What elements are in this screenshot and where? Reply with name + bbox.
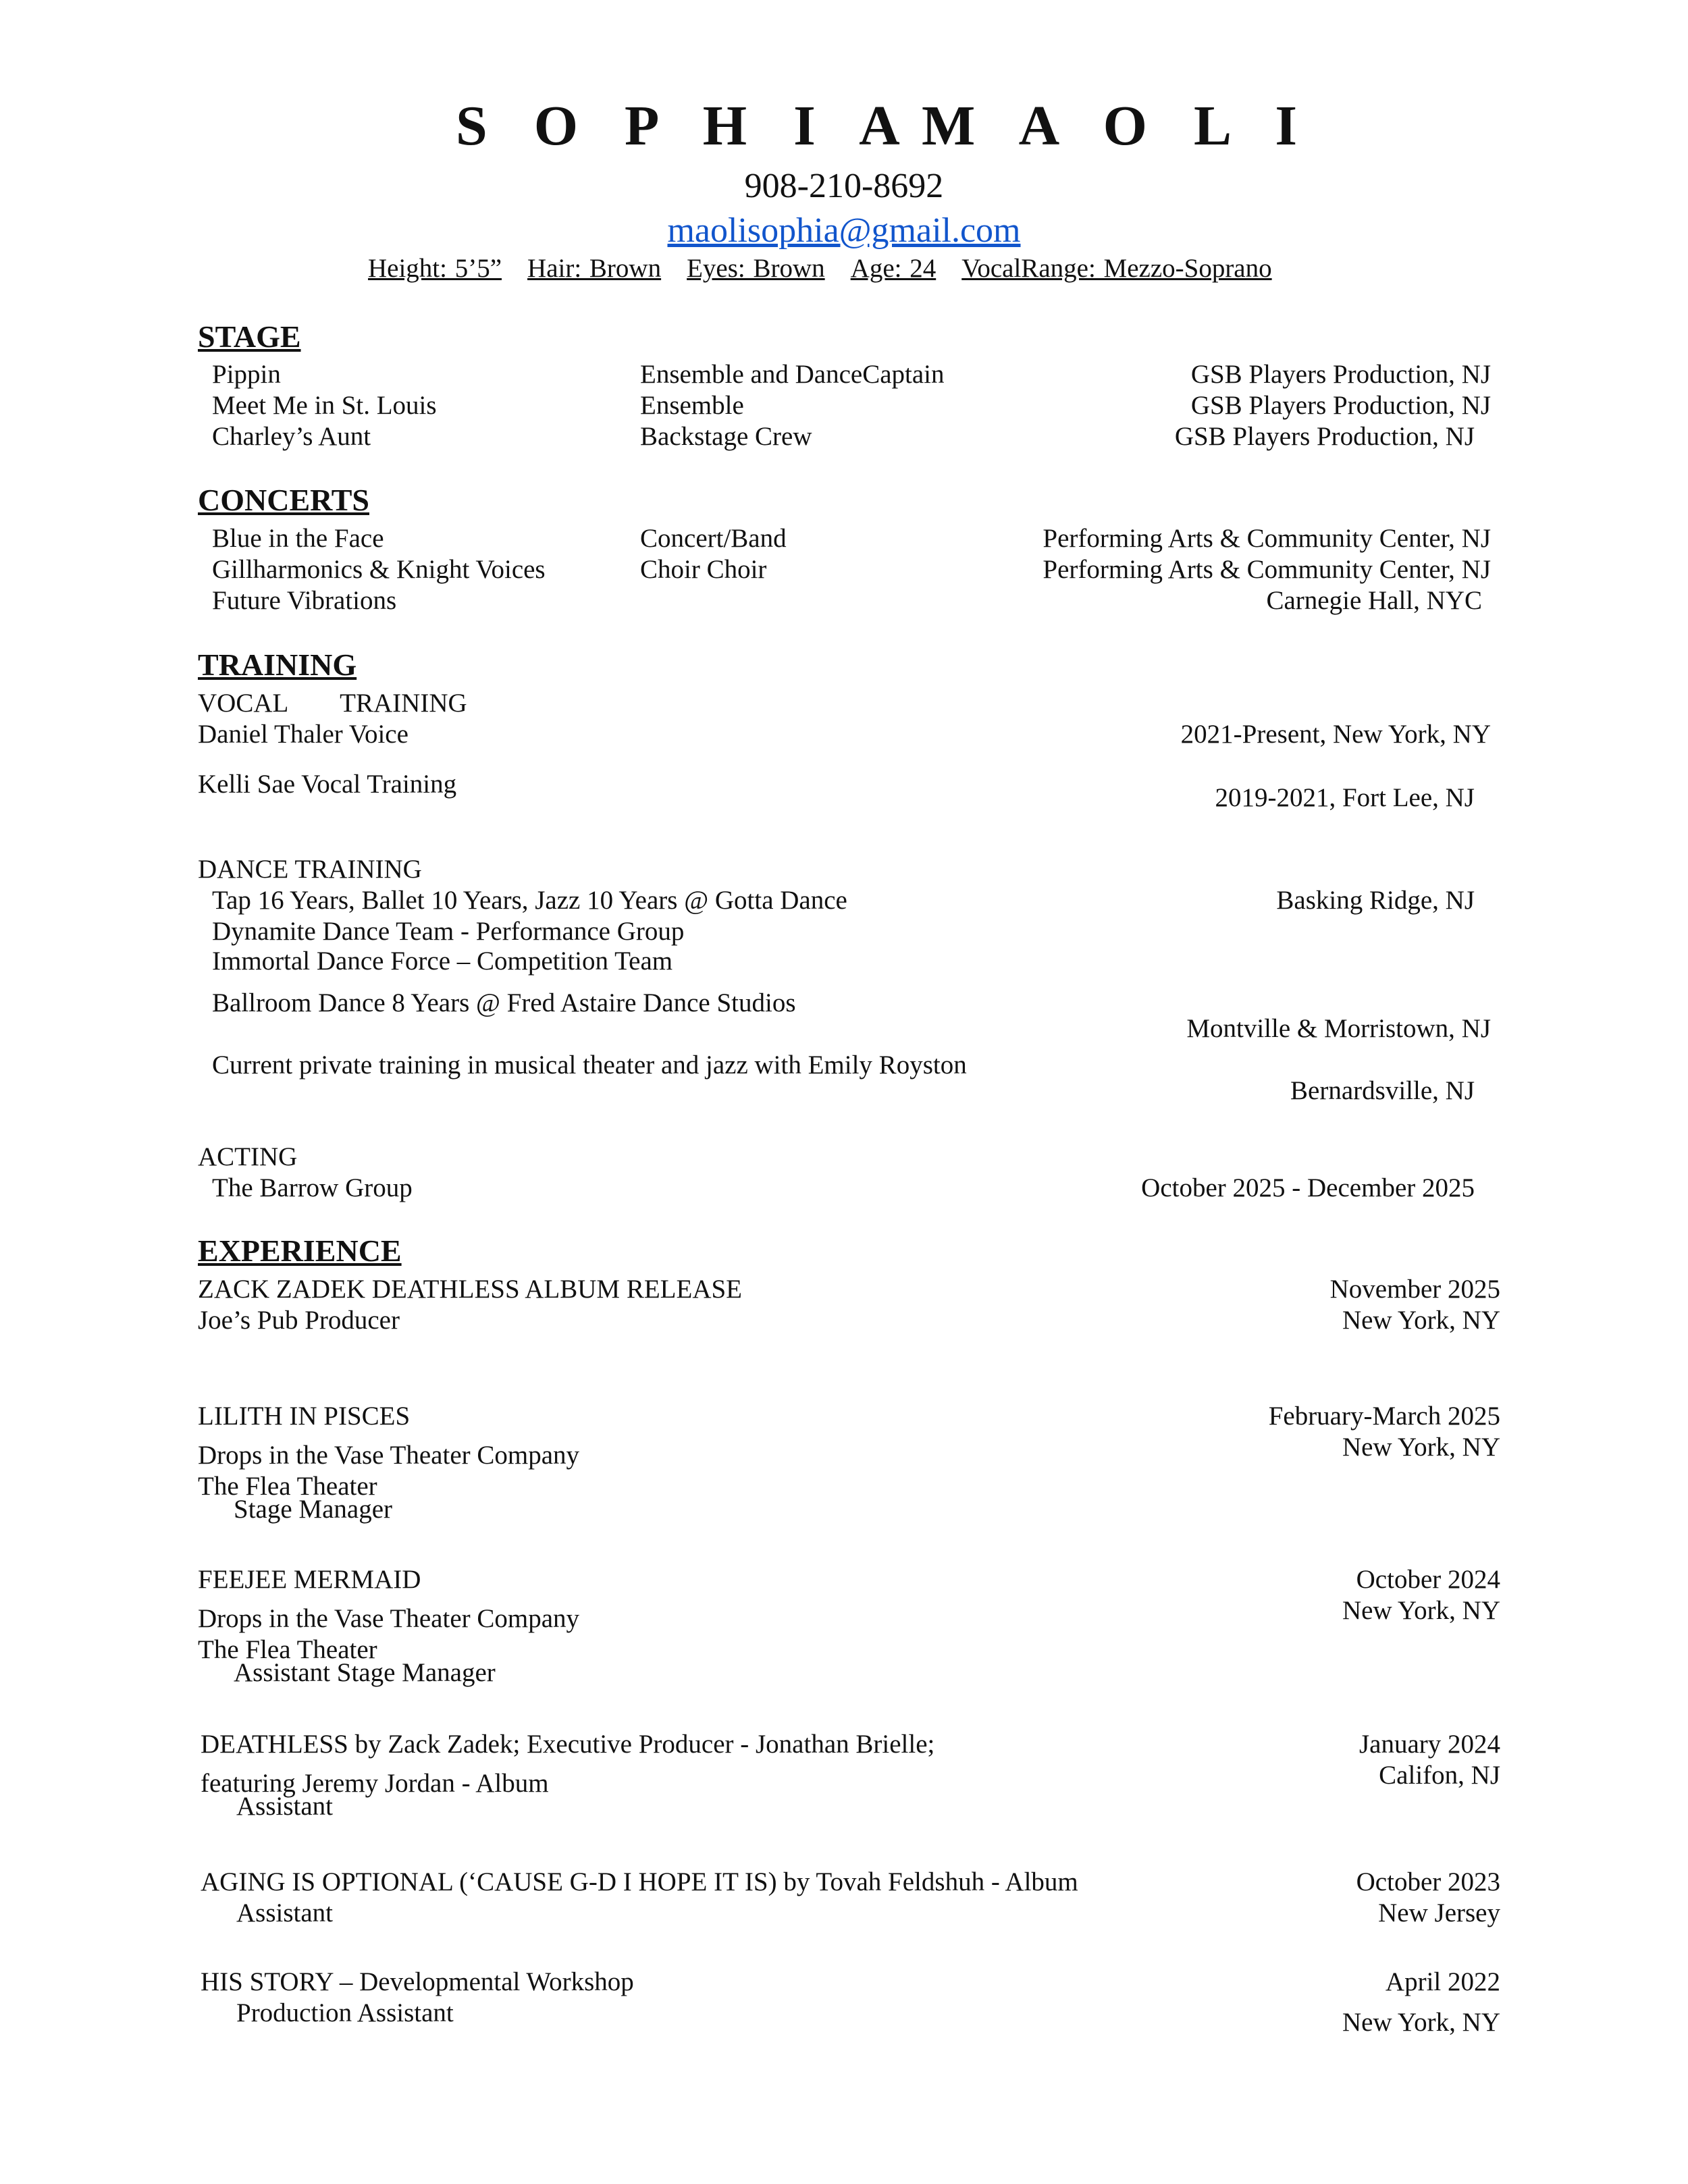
stage-role: Ensemble — [640, 391, 744, 420]
section-heading-experience: EXPERIENCE — [198, 1233, 402, 1268]
section-heading-training: TRAINING — [198, 647, 357, 682]
experience-place: New York, NY — [1342, 2008, 1500, 2037]
dance-item-detail: Bernardsville, NJ — [1290, 1076, 1475, 1105]
concert-show: Gillharmonics & Knight Voices — [212, 555, 546, 584]
experience-title: AGING IS OPTIONAL (‘CAUSE G-D I HOPE IT IS) by Tovah Feldshuh - Album — [201, 1867, 1078, 1896]
concert-show: Future Vibrations — [212, 586, 397, 615]
experience-title: HIS STORY – Developmental Workshop — [201, 1967, 634, 1996]
acting-training-label: ACTING — [198, 1142, 298, 1171]
first-name: S O P H I A — [456, 95, 916, 157]
dance-item: Current private training in musical theater and jazz with Emily Royston — [212, 1050, 967, 1080]
stage-show: Pippin — [212, 360, 281, 389]
experience-detail: The Flea Theater — [198, 1472, 377, 1501]
section-heading-concerts: CONCERTS — [198, 483, 369, 517]
stage-show: Charley’s Aunt — [212, 422, 371, 451]
experience-date: February-March 2025 — [1268, 1402, 1500, 1431]
experience-role: Assistant — [236, 1792, 334, 1821]
stage-role: Ensemble and DanceCaptain — [640, 360, 945, 389]
concert-role: Choir Choir — [640, 555, 767, 584]
concert-venue: Carnegie Hall, NYC — [1266, 586, 1482, 615]
vocal-teacher-detail: 2021-Present, New York, NY — [1180, 720, 1491, 749]
experience-place: New York, NY — [1342, 1596, 1500, 1625]
experience-detail: Drops in the Vase Theater Company — [198, 1441, 580, 1470]
concert-venue: Performing Arts & Community Center, NJ — [1043, 524, 1491, 553]
stat-age: Age: 24 — [850, 254, 937, 283]
experience-title: DEATHLESS by Zack Zadek; Executive Producer - Jonathan Brielle; — [201, 1730, 935, 1759]
experience-place: New York, NY — [1342, 1306, 1500, 1335]
stage-show: Meet Me in St. Louis — [212, 391, 437, 420]
experience-date: October 2024 — [1356, 1565, 1500, 1594]
concert-show: Blue in the Face — [212, 524, 384, 553]
phone-number: 908-210-8692 — [744, 167, 944, 205]
physical-stats — [368, 255, 1272, 282]
experience-date: October 2023 — [1356, 1867, 1500, 1896]
experience-title: FEEJEE MERMAID — [198, 1565, 421, 1594]
dance-item-detail: Montville & Morristown, NJ — [1186, 1014, 1491, 1043]
experience-place: New York, NY — [1342, 1433, 1500, 1462]
experience-title: ZACK ZADEK DEATHLESS ALBUM RELEASE — [198, 1275, 742, 1304]
experience-date: January 2024 — [1359, 1730, 1500, 1759]
last-name: M A O L I — [922, 95, 1314, 157]
experience-place: New Jersey — [1378, 1898, 1500, 1927]
dance-item: Immortal Dance Force – Competition Team — [212, 947, 673, 976]
dance-item-detail: Basking Ridge, NJ — [1276, 886, 1475, 915]
dance-item: Ballroom Dance 8 Years @ Fred Astaire Dance Studios — [212, 988, 796, 1017]
vocal-teacher: Daniel Thaler Voice — [198, 720, 408, 749]
concert-role: Concert/Band — [640, 524, 787, 553]
experience-place: Califon, NJ — [1379, 1761, 1500, 1790]
experience-detail: featuring Jeremy Jordan - Album — [201, 1769, 549, 1798]
dance-training-label: DANCE TRAINING — [198, 855, 422, 884]
concert-venue: Performing Arts & Community Center, NJ — [1043, 555, 1491, 584]
experience-role: Production Assistant — [236, 1998, 454, 2027]
experience-detail: The Flea Theater — [198, 1635, 377, 1664]
stat-eyes: Eyes: Brown — [687, 254, 825, 283]
experience-role: Assistant — [236, 1898, 334, 1927]
experience-role: Assistant Stage Manager — [234, 1658, 496, 1687]
stat-height: Height: 5’5” — [368, 254, 502, 283]
stat-hair: Hair: Brown — [527, 254, 662, 283]
experience-detail: Drops in the Vase Theater Company — [198, 1604, 580, 1633]
acting-item-detail: October 2025 - December 2025 — [1141, 1173, 1475, 1202]
dance-item: Tap 16 Years, Ballet 10 Years, Jazz 10 Years @ Gotta Dance — [212, 886, 847, 915]
stage-venue: GSB Players Production, NJ — [1174, 422, 1475, 451]
vocal-training-label: VOCAL TRAINING — [198, 689, 467, 718]
experience-date: November 2025 — [1329, 1275, 1500, 1304]
section-heading-stage: STAGE — [198, 319, 301, 354]
stage-role: Backstage Crew — [640, 422, 812, 451]
vocal-teacher: Kelli Sae Vocal Training — [198, 770, 457, 799]
experience-title: LILITH IN PISCES — [198, 1402, 411, 1431]
experience-detail: Joe’s Pub Producer — [198, 1306, 400, 1335]
acting-item: The Barrow Group — [212, 1173, 413, 1202]
experience-date: April 2022 — [1385, 1967, 1500, 1996]
stage-venue: GSB Players Production, NJ — [1190, 360, 1491, 389]
dance-item: Dynamite Dance Team - Performance Group — [212, 917, 685, 946]
stage-venue: GSB Players Production, NJ — [1190, 391, 1491, 420]
vocal-teacher-detail: 2019-2021, Fort Lee, NJ — [1215, 783, 1475, 812]
email-link[interactable]: maolisophia@gmail.com — [667, 211, 1021, 250]
stat-vocal-range: VocalRange: Mezzo-Soprano — [961, 254, 1272, 283]
experience-role: Stage Manager — [234, 1495, 392, 1524]
